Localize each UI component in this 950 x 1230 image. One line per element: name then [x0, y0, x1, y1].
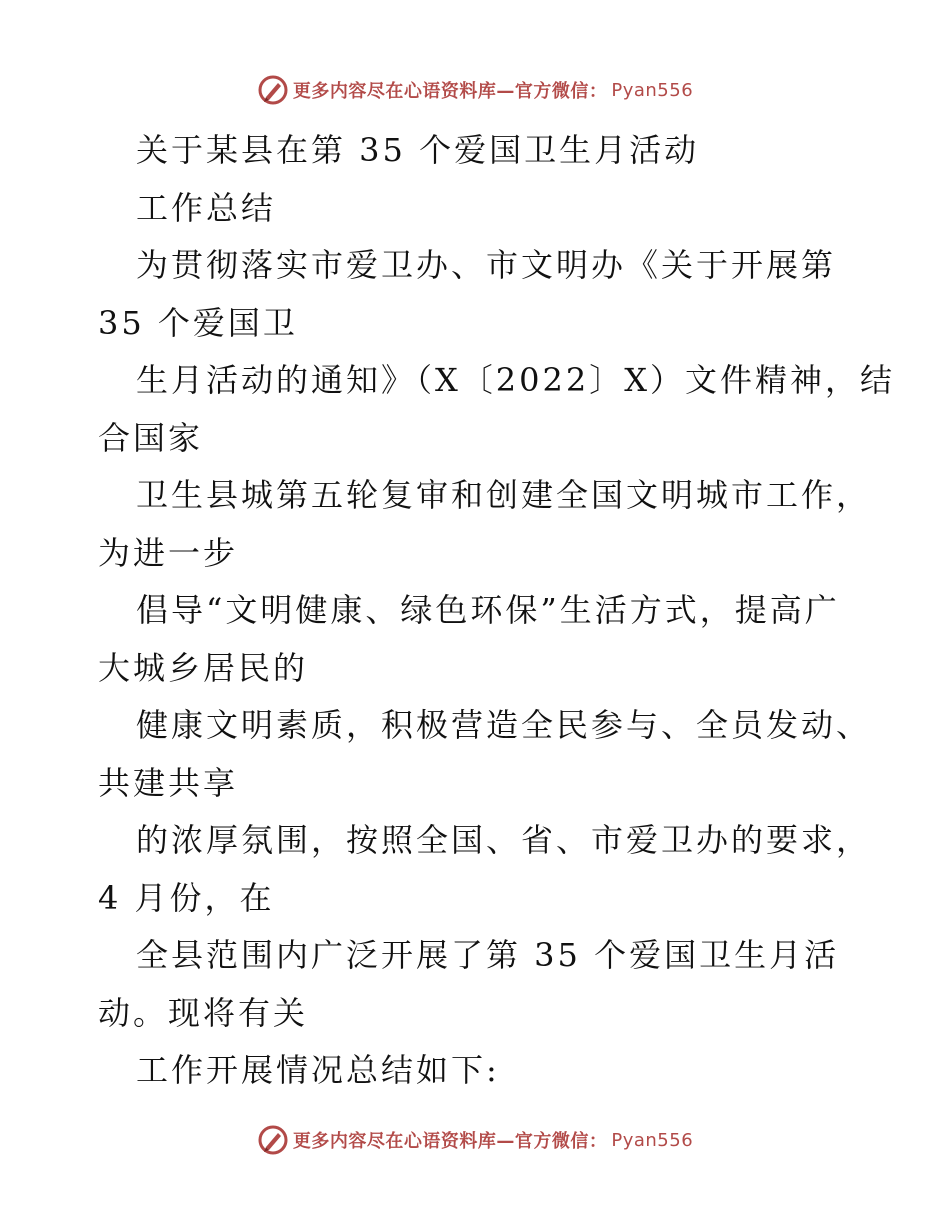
doc-line: 共建共享	[98, 763, 239, 802]
doc-line: 4 月份，在	[98, 878, 275, 917]
doc-line: 健康文明素质，积极营造全民参与、全员发动、	[136, 706, 872, 744]
pen-logo-icon	[257, 74, 289, 106]
doc-line: 倡导“文明健康、绿色环保”生活方式，提高广	[136, 591, 840, 629]
doc-line: 卫生县城第五轮复审和创建全国文明城市工作，	[136, 476, 872, 514]
watermark-account: Pyan556	[611, 1129, 694, 1151]
doc-line: 工作开展情况总结如下:	[136, 1051, 500, 1089]
footer-watermark	[0, 1124, 950, 1156]
doc-line: 生月活动的通知》（X〔2022〕X）文件精神，结	[136, 361, 896, 399]
doc-line: 大城乡居民的	[98, 648, 309, 687]
doc-title-line-1: 关于某县在第 35 个爱国卫生月活动	[136, 131, 700, 169]
doc-line: 为贯彻落实市爱卫办、市文明办《关于开展第	[136, 246, 837, 284]
pen-logo-icon	[257, 1124, 289, 1156]
header-watermark	[0, 74, 950, 106]
doc-line: 的浓厚氛围，按照全国、省、市爱卫办的要求，	[136, 821, 872, 859]
doc-line: 35 个爱国卫	[98, 303, 298, 342]
doc-line: 合国家	[98, 418, 204, 457]
watermark-account: Pyan556	[611, 79, 694, 101]
doc-title-line-2: 工作总结	[136, 188, 277, 227]
doc-line: 为进一步	[98, 533, 239, 572]
document-body	[98, 122, 896, 1100]
watermark-text: 更多内容尽在心语资料库—官方微信：	[292, 1131, 608, 1152]
doc-line: 动。现将有关	[98, 993, 309, 1032]
doc-line: 全县范围内广泛开展了第 35 个爱国卫生月活	[136, 936, 840, 974]
watermark-text: 更多内容尽在心语资料库—官方微信：	[292, 81, 608, 102]
